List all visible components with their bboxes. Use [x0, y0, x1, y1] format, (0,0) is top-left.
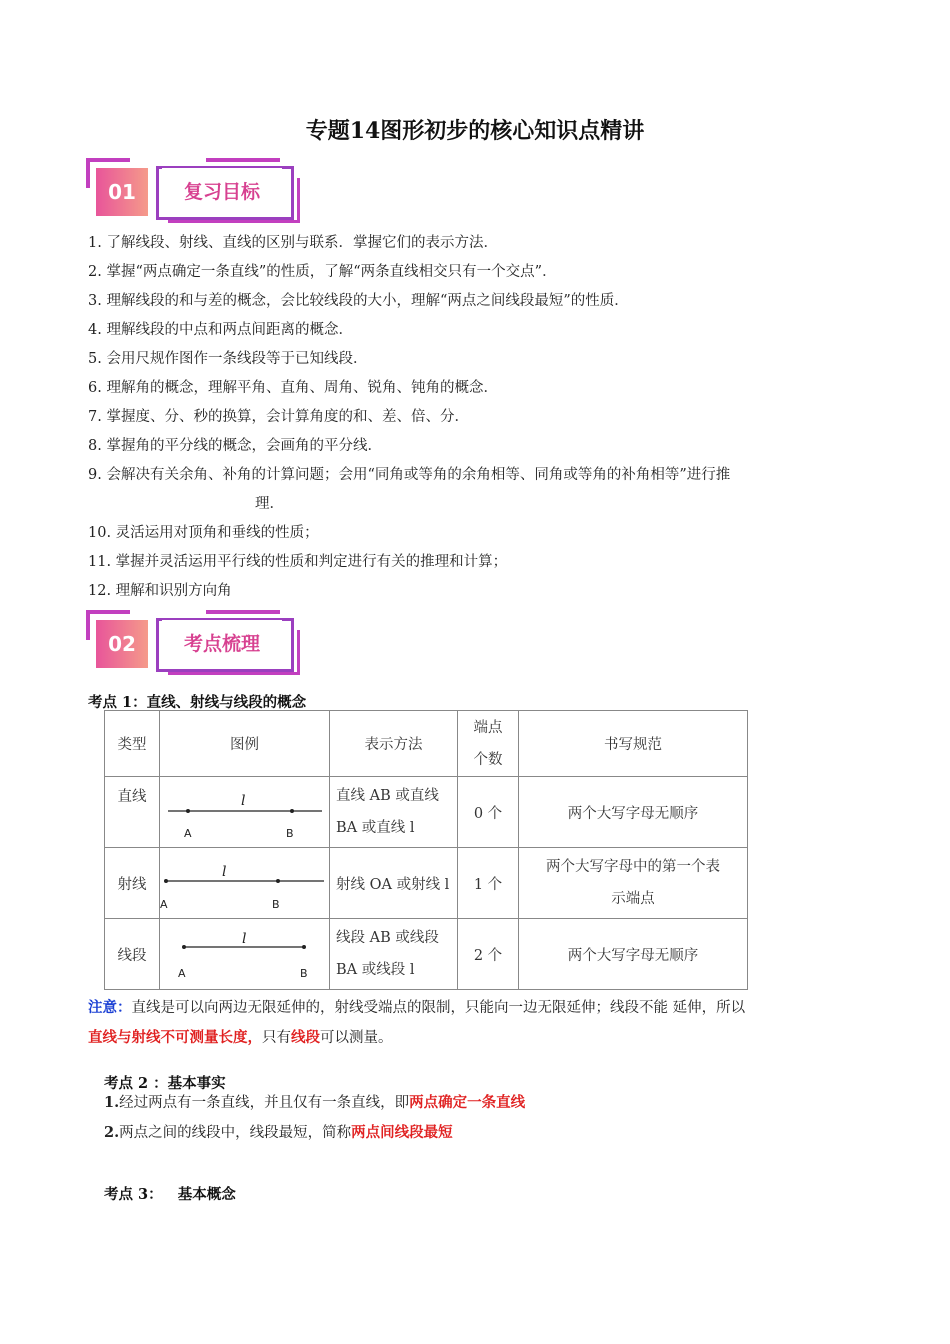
kp1-heading: 考点 1：直线、射线与线段的概念	[88, 694, 307, 711]
section-number: 02	[96, 620, 148, 668]
goal-item: 理．	[255, 496, 284, 512]
row-type: 射线	[105, 848, 160, 919]
banner-deco	[86, 610, 90, 640]
banner-deco	[206, 610, 280, 614]
rule-line1: 两个大写字母中的第一个表	[546, 859, 720, 875]
fact-2-prefix: 2.	[104, 1124, 120, 1141]
banner-deco	[168, 672, 300, 675]
goal-item: 3. 理解线段的和与差的概念，会比较线段的大小，理解“两点之间线段最短”的性质．	[88, 293, 629, 309]
row-figure	[160, 848, 330, 919]
concept-table	[104, 710, 748, 990]
header-endpoints-line2: 个数	[473, 751, 503, 768]
point-b	[290, 809, 294, 813]
row-type: 直线	[105, 777, 160, 848]
header-endpoints	[458, 711, 519, 777]
label-b: B	[286, 827, 294, 840]
kp2-heading: 考点 2 ：基本事实	[104, 1075, 226, 1092]
ray-diagram	[160, 848, 329, 914]
goal-item: 11. 掌握并灵活运用平行线的性质和判定进行有关的推理和计算；	[88, 554, 508, 570]
section-banner-1	[86, 158, 306, 224]
table-row	[105, 919, 748, 990]
label-a: A	[178, 967, 186, 980]
row-endpoints: 1 个	[458, 848, 519, 919]
goal-item: 1. 了解线段、射线、直线的区别与联系．掌握它们的表示方法．	[88, 235, 498, 251]
row-endpoints: 0 个	[458, 777, 519, 848]
fact-1-red: 两点确定一条直线	[409, 1094, 526, 1111]
section-banner-2	[86, 610, 306, 676]
row-type: 线段	[105, 919, 160, 990]
section-number: 01	[96, 168, 148, 216]
header-notation: 表示方法	[330, 711, 458, 777]
label-b: B	[300, 967, 308, 980]
segment-diagram	[160, 919, 329, 985]
goal-item: 7. 掌握度、分、秒的换算，会计算角度的和、差、倍、分．	[88, 409, 469, 425]
label-l: l	[241, 793, 246, 809]
row-figure	[160, 777, 330, 848]
goal-item: 12. 理解和识别方向角	[88, 583, 232, 599]
row-notation	[330, 919, 458, 990]
point-a	[186, 809, 190, 813]
goal-item: 5. 会用尺规作图作一条线段等于已知线段．	[88, 351, 368, 367]
row-rule	[519, 848, 748, 919]
label-b: B	[272, 898, 280, 911]
fact-2-red: 两点间线段最短	[351, 1124, 453, 1141]
note-text-2: 只有	[262, 1030, 291, 1046]
fact-2	[104, 1123, 453, 1143]
banner-deco	[206, 158, 280, 162]
label-a: A	[184, 827, 192, 840]
goal-item: 8. 掌握角的平分线的概念，会画角的平分线．	[88, 438, 382, 454]
notation-line1: 直线 AB 或直线	[336, 788, 439, 804]
goal-item: 9. 会解决有关余角、补角的计算问题；会用“同角或等角的余角相等、同角或等角的补角相等”进行推	[88, 467, 731, 483]
table-row	[105, 777, 748, 848]
banner-deco	[168, 220, 300, 223]
note-red-2: 线段	[291, 1029, 320, 1046]
row-endpoints: 2 个	[458, 919, 519, 990]
banner-deco	[86, 158, 90, 188]
rule-line2: 示端点	[611, 891, 655, 907]
row-rule: 两个大写字母无顺序	[519, 777, 748, 848]
goal-item: 4. 理解线段的中点和两点间距离的概念．	[88, 322, 353, 338]
note-text-3: 可以测量。	[320, 1030, 393, 1046]
table-row	[105, 848, 748, 919]
header-type: 类型	[105, 711, 160, 777]
banner-deco	[86, 158, 130, 162]
row-rule: 两个大写字母无顺序	[519, 919, 748, 990]
notation-line1: 线段 AB 或线段	[336, 930, 439, 946]
banner-deco	[297, 178, 300, 223]
fact-1-text: 经过两点有一条直线，并且仅有一条直线，即	[119, 1095, 410, 1111]
header-rule: 书写规范	[519, 711, 748, 777]
note-text-1: 直线是可以向两边无限延伸的，射线受端点的限制，只能向一边无限延伸；线段不能 延伸，所以	[131, 1000, 746, 1016]
point-b	[276, 879, 280, 883]
note-red-1: 直线与射线不可测量长度，	[88, 1029, 262, 1046]
banner-deco	[86, 610, 130, 614]
point-a	[182, 945, 186, 949]
row-figure	[160, 919, 330, 990]
fact-1-prefix: 1.	[104, 1094, 120, 1111]
section-label: 复习目标	[162, 168, 282, 216]
goal-item: 6. 理解角的概念，理解平角、直角、周角、锐角、钝角的概念．	[88, 380, 498, 396]
banner-deco	[297, 630, 300, 675]
header-figure: 图例	[160, 711, 330, 777]
goal-item: 10. 灵活运用对顶角和垂线的性质；	[88, 525, 319, 541]
point-a	[164, 879, 168, 883]
kp3-heading: 考点 3： 基本概念	[104, 1186, 236, 1203]
row-notation	[330, 777, 458, 848]
line-diagram	[160, 777, 329, 843]
header-endpoints-line1: 端点	[473, 719, 503, 736]
notation-line2: BA 或直线 l	[336, 820, 415, 836]
section-label: 考点梳理	[162, 620, 282, 668]
note-paragraph	[88, 993, 868, 1053]
label-a: A	[160, 898, 168, 911]
note-label: 注意：	[88, 999, 132, 1016]
label-l: l	[242, 931, 247, 947]
fact-2-text: 两点之间的线段中，线段最短，简称	[119, 1125, 352, 1141]
row-notation: 射线 OA 或射线 l	[330, 848, 458, 919]
page-title: 专题14图形初步的核心知识点精讲	[305, 118, 645, 144]
fact-1	[104, 1093, 525, 1113]
table-header-row	[105, 711, 748, 777]
point-b	[302, 945, 306, 949]
notation-line2: BA 或线段 l	[336, 962, 415, 978]
label-l: l	[222, 864, 227, 880]
goal-item: 2. 掌握“两点确定一条直线”的性质，了解“两条直线相交只有一个交点”．	[88, 264, 557, 280]
